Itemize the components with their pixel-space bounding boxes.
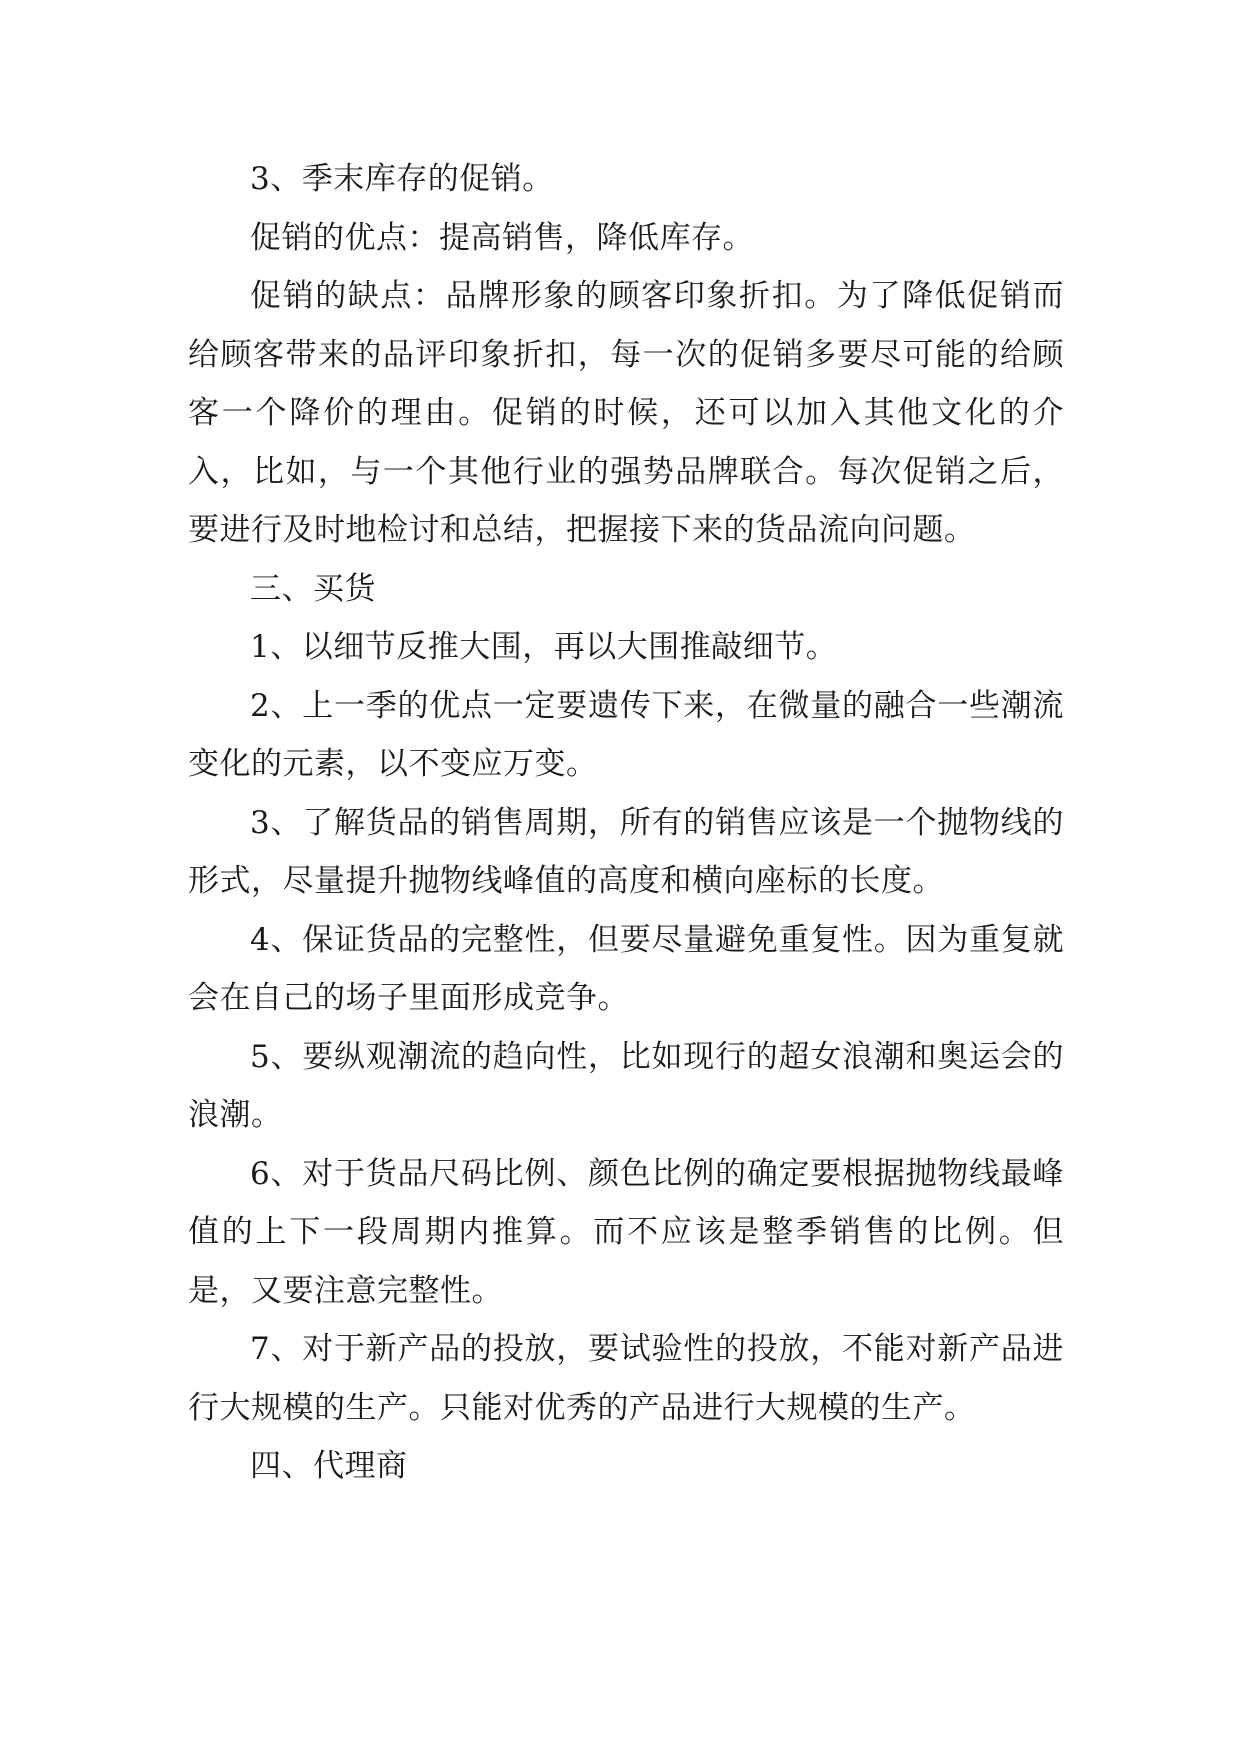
paragraph-buying-item-1: 1、以细节反推大围，再以大围推敲细节。 [250, 629, 838, 665]
section-heading-buying: 三、买货 [250, 570, 376, 607]
paragraph-buying-item-4: 4、保证货品的完整性，但要尽量避免重复性。因为重复就会在自己的场子里面形成竞争。 [188, 921, 1064, 1016]
paragraph-buying-item-3: 3、了解货品的销售周期，所有的销售应该是一个抛物线的形式，尽量提升抛物线峰值的高度和横向座标的长度。 [188, 804, 1064, 899]
paragraph-buying-item-2: 2、上一季的优点一定要遗传下来，在微量的融合一些潮流变化的元素，以不变应万变。 [188, 687, 1064, 782]
paragraph-buying-item-6: 6、对于货品尺码比例、颜色比例的确定要根据抛物线最峰值的上下一段周期内推算。而不应该是整季销售的比例。但是，又要注意完整性。 [188, 1155, 1064, 1309]
document-body [188, 150, 1064, 1496]
paragraph-promotion-disadvantages: 促销的缺点：品牌形象的顾客印象折扣。为了降低促销而给顾客带来的品评印象折扣，每一次的促销多要尽可能的给顾客一个降价的理由。促销的时候，还可以加入其他文化的介入，比如，与一个其他行业的强势品牌联合。每次促销之后，要进行及时地检讨和总结，把握接下来的货品流向问题。 [188, 278, 1064, 548]
paragraph-buying-item-5: 5、要纵观潮流的趋向性，比如现行的超女浪潮和奥运会的浪潮。 [188, 1038, 1064, 1133]
paragraph-buying-item-7: 7、对于新产品的投放，要试验性的投放，不能对新产品进行大规模的生产。只能对优秀的产品进行大规模的生产。 [188, 1331, 1064, 1426]
paragraph-season-end-promotion: 3、季末库存的促销。 [250, 161, 554, 197]
paragraph-promotion-advantages: 促销的优点：提高销售，降低库存。 [250, 219, 754, 256]
section-heading-agents: 四、代理商 [250, 1448, 408, 1484]
